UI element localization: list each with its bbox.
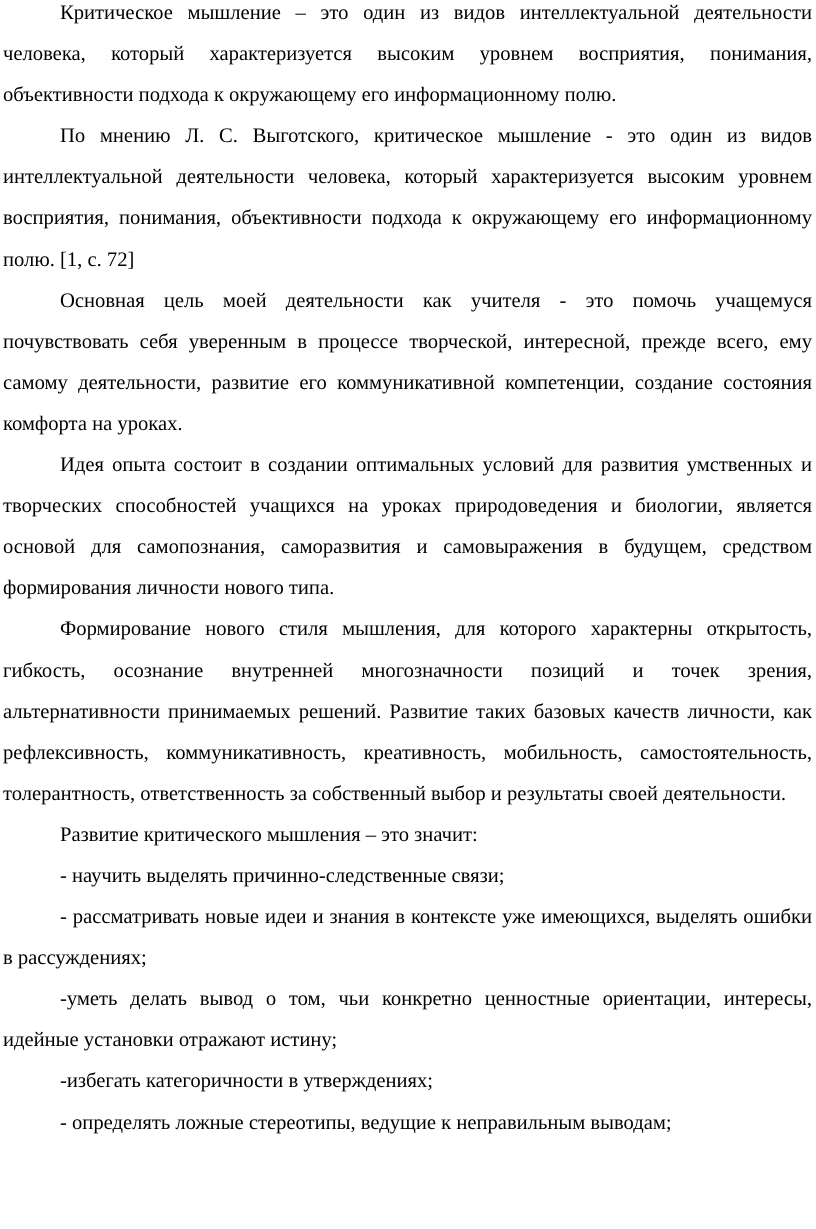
paragraph-experience-idea: Идея опыта состоит в создании оптимальных условий для развития умственных и творческих способностей учащихся на уроках природоведения и биологии, является основой для самопознания, саморазвития и самовыражения в будущем, средством формирования личности нового типа. xyxy=(3,454,812,600)
paragraph-teacher-goal: Основная цель моей деятельности как учителя - это помочь учащемуся почувствовать себя уверенным в процессе творческой, интересной, прежде всего, ему самому деятельности, развитие его коммуникативной компетенции, создание состояния комфорта на уроках. xyxy=(3,289,812,435)
paragraph-list-intro: Развитие критического мышления – это значит: xyxy=(60,823,478,846)
list-item-new-ideas: - рассматривать новые идеи и знания в контексте уже имеющихся, выделять ошибки в рассуждениях; xyxy=(3,906,812,970)
list-item-cause-effect: - научить выделять причинно-следственные связи; xyxy=(60,864,505,887)
paragraph-new-thinking-style: Формирование нового стиля мышления, для которого характерны открытость, гибкость, осознание внутренней многозначности позиций и точек зрения, альтернативности принимаемых решений. Развитие таких базовых качеств личности, как рефлексивность, коммуникативность, креативность, мобильность, самостоятельность, толерантность, ответственность за собственный выбор и результаты своей деятельности. xyxy=(3,618,812,805)
list-item-false-stereotypes: - определять ложные стереотипы, ведущие к неправильным выводам; xyxy=(60,1111,672,1134)
list-item-draw-conclusions: -уметь делать вывод о том, чьи конкретно ценностные ориентации, интересы, идейные установки отражают истину; xyxy=(3,988,812,1052)
paragraph-vygotsky-quote: По мнению Л. С. Выготского, критическое мышление - это один из видов интеллектуальной деятельности человека, который характеризуется высоким уровнем восприятия, понимания, объективности подхода к окружающему его информационному полю. [1, с. 72] xyxy=(3,125,812,271)
list-item-avoid-categorical: -избегать категоричности в утверждениях; xyxy=(60,1070,434,1093)
paragraph-definition: Критическое мышление – это один из видов интеллектуальной деятельности человека, который характеризуется высоким уровнем восприятия, понимания, объективности подхода к окружающему его информационному полю. xyxy=(3,2,812,107)
